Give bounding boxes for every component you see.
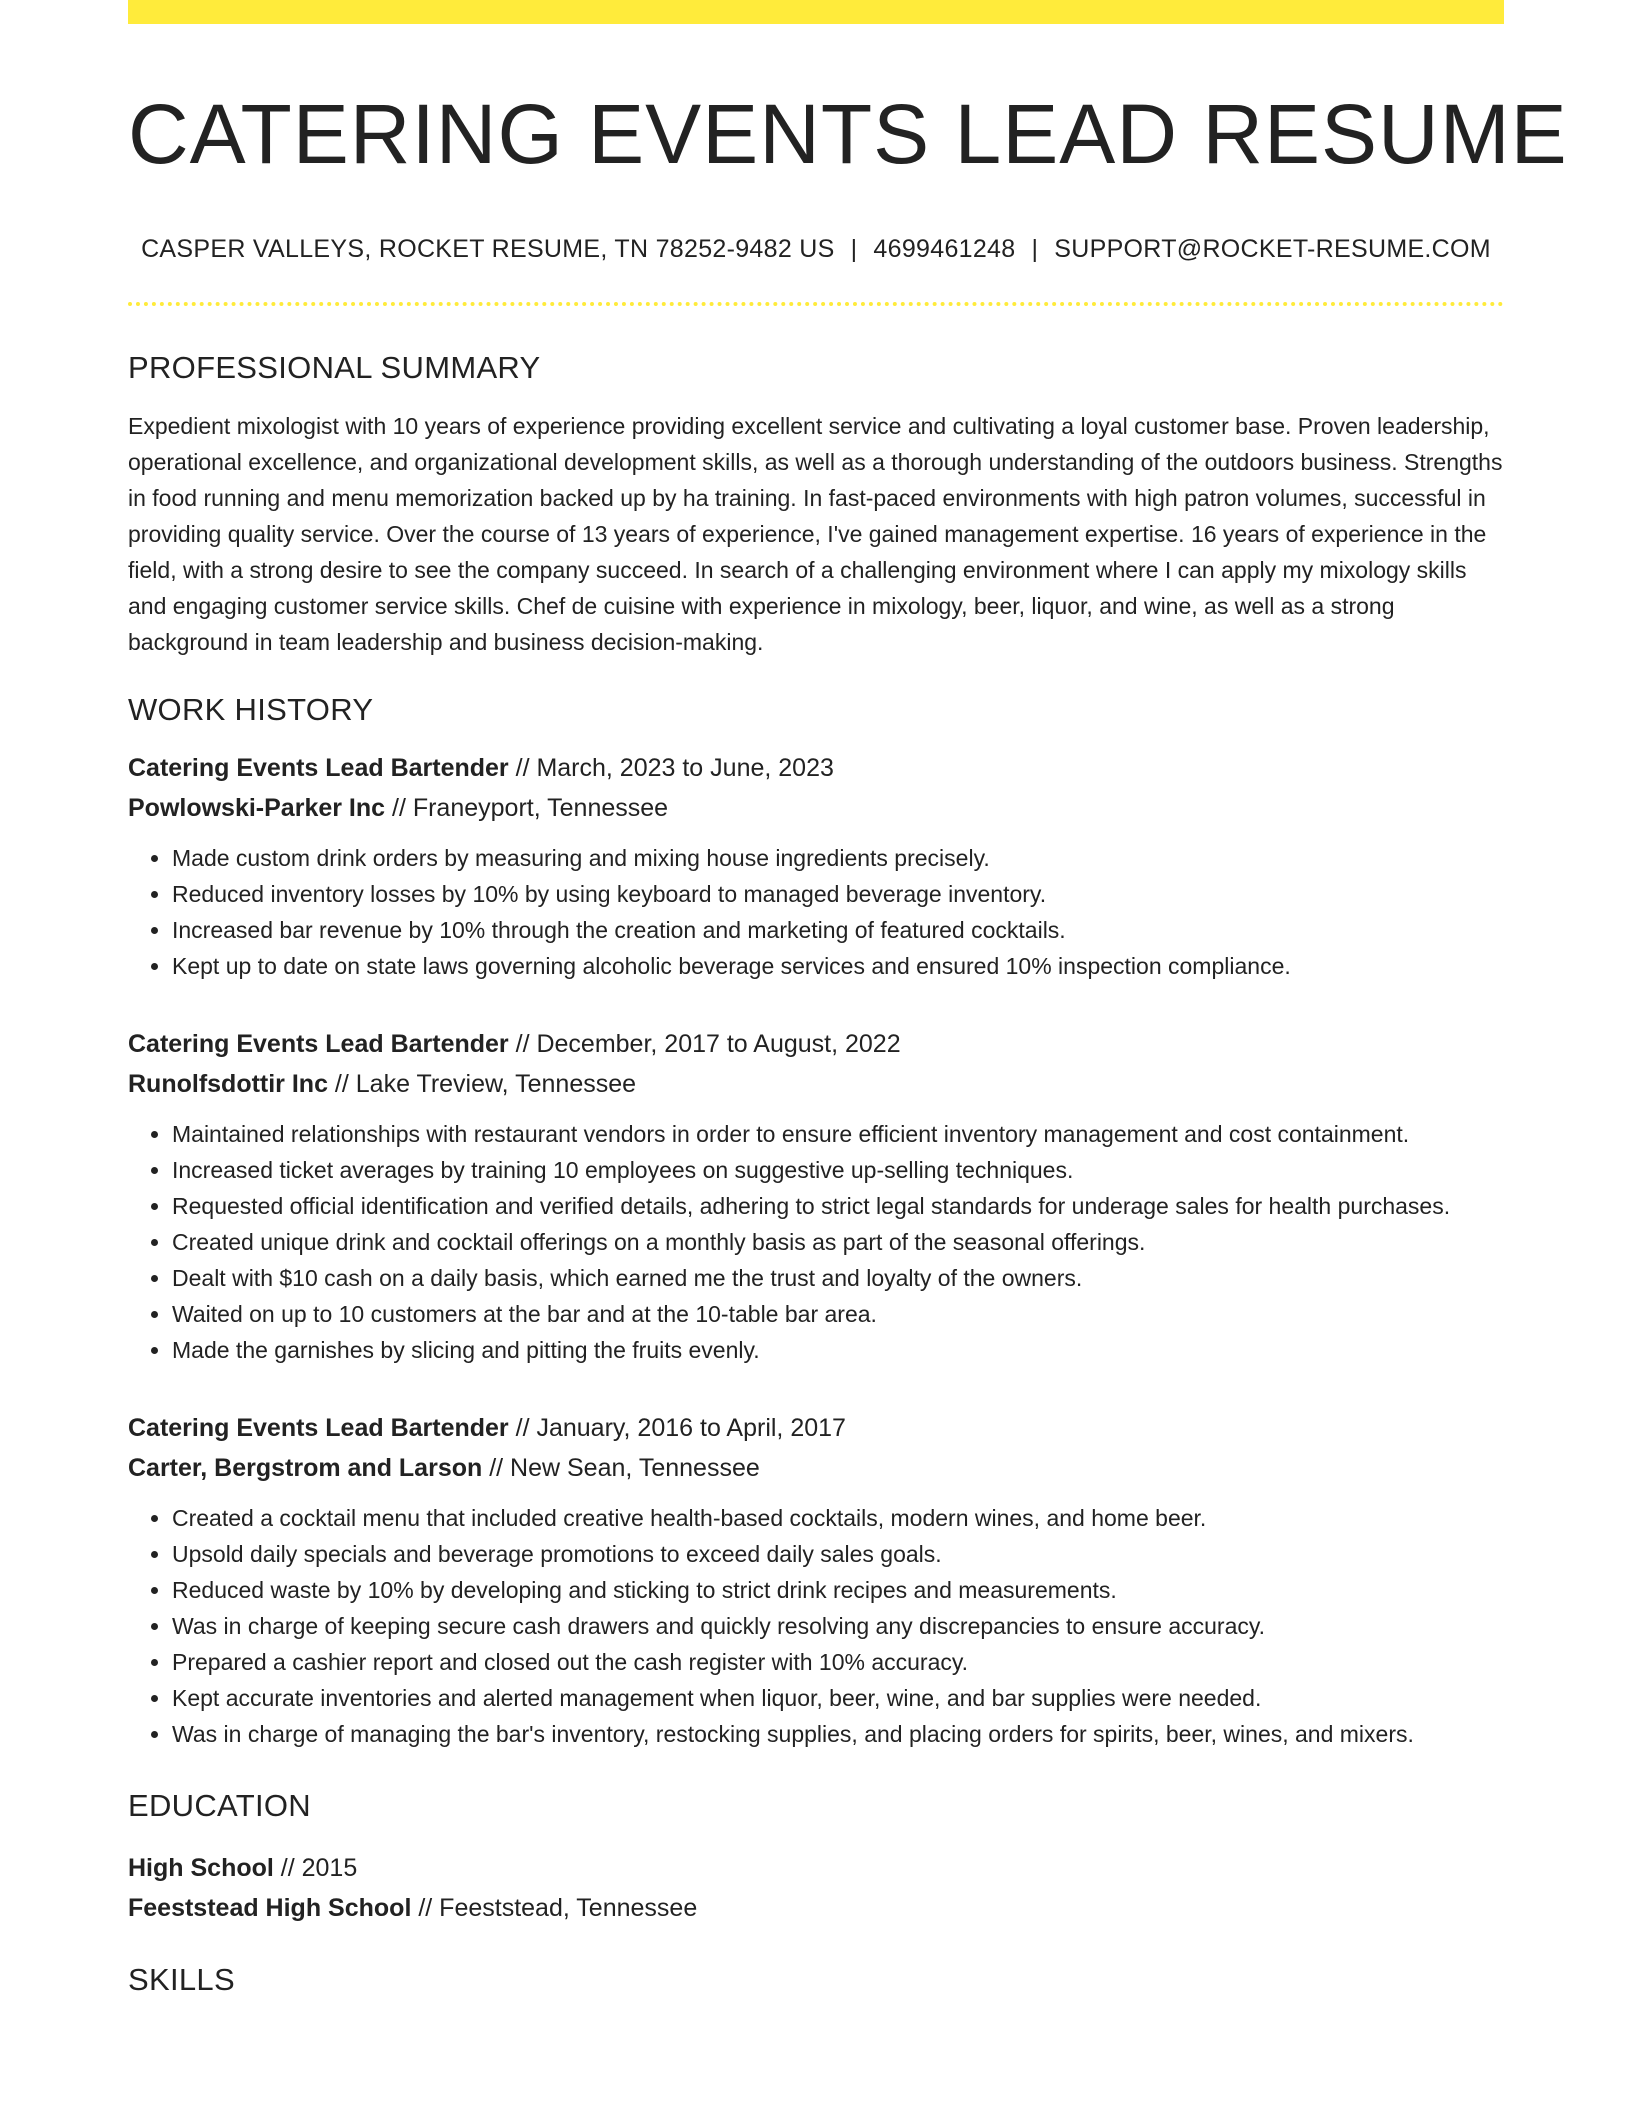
job-role-line	[128, 1024, 1504, 1064]
contact-line	[128, 235, 1504, 264]
skills-heading: SKILLS	[128, 1961, 235, 1997]
resume-title: CATERING EVENTS LEAD RESUME	[128, 87, 1568, 181]
job-entry	[128, 748, 1504, 984]
job-company: Carter, Bergstrom and Larson	[128, 1453, 483, 1482]
education-heading: EDUCATION	[128, 1787, 311, 1823]
job-location: // Franeyport, Tennessee	[385, 793, 669, 822]
education-degree: High School	[128, 1853, 274, 1882]
job-bullet: • Prepared a cashier report and closed out the cash register with 10% accuracy.	[172, 1644, 1504, 1680]
job-role-line	[128, 748, 1504, 788]
education-entry	[128, 1848, 1504, 1928]
job-role: Catering Events Lead Bartender	[128, 1413, 509, 1442]
top-accent-bar	[128, 0, 1504, 24]
job-bullet: • Reduced inventory losses by 10% by using keyboard to managed beverage inventory.	[172, 876, 1504, 912]
job-bullet: • Requested official identification and verified details, adhering to strict legal standards for underage sales for health purchases.	[172, 1188, 1504, 1224]
job-company-line	[128, 1064, 1504, 1104]
job-dates: // March, 2023 to June, 2023	[508, 753, 834, 782]
job-bullet: • Made the garnishes by slicing and pitting the fruits evenly.	[172, 1332, 1504, 1368]
job-location: // New Sean, Tennessee	[482, 1453, 760, 1482]
job-entry	[128, 1408, 1504, 1752]
job-bullet: • Was in charge of keeping secure cash drawers and quickly resolving any discrepancies to ensure accuracy.	[172, 1608, 1504, 1644]
job-company: Powlowski-Parker Inc	[128, 793, 386, 822]
job-bullets	[128, 1500, 1504, 1752]
job-entry	[128, 1024, 1504, 1368]
job-bullet: • Upsold daily specials and beverage promotions to exceed daily sales goals.	[172, 1536, 1504, 1572]
job-bullet: • Maintained relationships with restaurant vendors in order to ensure efficient inventory management and cost containment.	[172, 1116, 1504, 1152]
job-bullet: • Reduced waste by 10% by developing and sticking to strict drink recipes and measurements.	[172, 1572, 1504, 1608]
education-year: // 2015	[273, 1853, 358, 1882]
contact-separator: |	[1031, 234, 1039, 263]
job-company-line	[128, 788, 1504, 828]
job-bullet: • Created unique drink and cocktail offerings on a monthly basis as part of the seasonal offerings.	[172, 1224, 1504, 1260]
summary-text: Expedient mixologist with 10 years of experience providing excellent service and cultivating a loyal customer base. Proven leadership, operational excellence, and organizational development skills, as well as a thorough understanding of the outdoors business. Strengths in food running and menu memorization backed up by ha training. In fast-paced environments with high patron volumes, successful in providing quality service. Over the course of 13 years of experience, I've gained management expertise. 16 years of experience in the field, with a strong desire to see the company succeed. In search of a challenging environment where I can apply my mixology skills and engaging customer service skills. Chef de cuisine with experience in mixology, beer, liquor, and wine, as well as a strong background in team leadership and business decision-making.	[128, 412, 1503, 655]
resume-page	[128, 0, 1568, 1998]
job-bullet: • Kept up to date on state laws governing alcoholic beverage services and ensured 10% inspection compliance.	[172, 948, 1504, 984]
job-dates: // December, 2017 to August, 2022	[508, 1029, 901, 1058]
job-bullet: • Made custom drink orders by measuring and mixing house ingredients precisely.	[172, 840, 1504, 876]
work-history-heading: WORK HISTORY	[128, 691, 374, 727]
contact-phone: 4699461248	[873, 234, 1016, 263]
job-role: Catering Events Lead Bartender	[128, 753, 509, 782]
job-bullets	[128, 840, 1504, 984]
job-bullet: • Increased ticket averages by training 10 employees on suggestive up-selling techniques.	[172, 1152, 1504, 1188]
job-bullet: • Increased bar revenue by 10% through the creation and marketing of featured cocktails.	[172, 912, 1504, 948]
job-role: Catering Events Lead Bartender	[128, 1029, 509, 1058]
education-location: // Feeststead, Tennessee	[411, 1893, 698, 1922]
education-degree-line	[128, 1848, 1504, 1888]
job-bullet: • Created a cocktail menu that included creative health-based cocktails, modern wines, and home beer.	[172, 1500, 1504, 1536]
job-bullet: • Kept accurate inventories and alerted management when liquor, beer, wine, and bar supplies were needed.	[172, 1680, 1504, 1716]
job-bullet: • Waited on up to 10 customers at the bar and at the 10-table bar area.	[172, 1296, 1504, 1332]
job-company: Runolfsdottir Inc	[128, 1069, 328, 1098]
contact-separator: |	[850, 234, 858, 263]
job-bullet: • Was in charge of managing the bar's inventory, restocking supplies, and placing orders for spirits, beer, wines, and mixers.	[172, 1716, 1504, 1752]
education-school: Feeststead High School	[128, 1893, 412, 1922]
job-location: // Lake Treview, Tennessee	[327, 1069, 637, 1098]
job-bullets	[128, 1116, 1504, 1368]
job-bullet: • Dealt with $10 cash on a daily basis, which earned me the trust and loyalty of the owners.	[172, 1260, 1504, 1296]
education-school-line	[128, 1888, 1504, 1928]
summary-heading: PROFESSIONAL SUMMARY	[128, 349, 541, 385]
contact-address: CASPER VALLEYS, ROCKET RESUME, TN 78252-9482 US	[141, 234, 835, 263]
job-dates: // January, 2016 to April, 2017	[508, 1413, 846, 1442]
job-role-line	[128, 1408, 1504, 1448]
job-company-line	[128, 1448, 1504, 1488]
contact-email: SUPPORT@ROCKET-RESUME.COM	[1054, 234, 1491, 263]
dotted-divider	[128, 302, 1504, 306]
